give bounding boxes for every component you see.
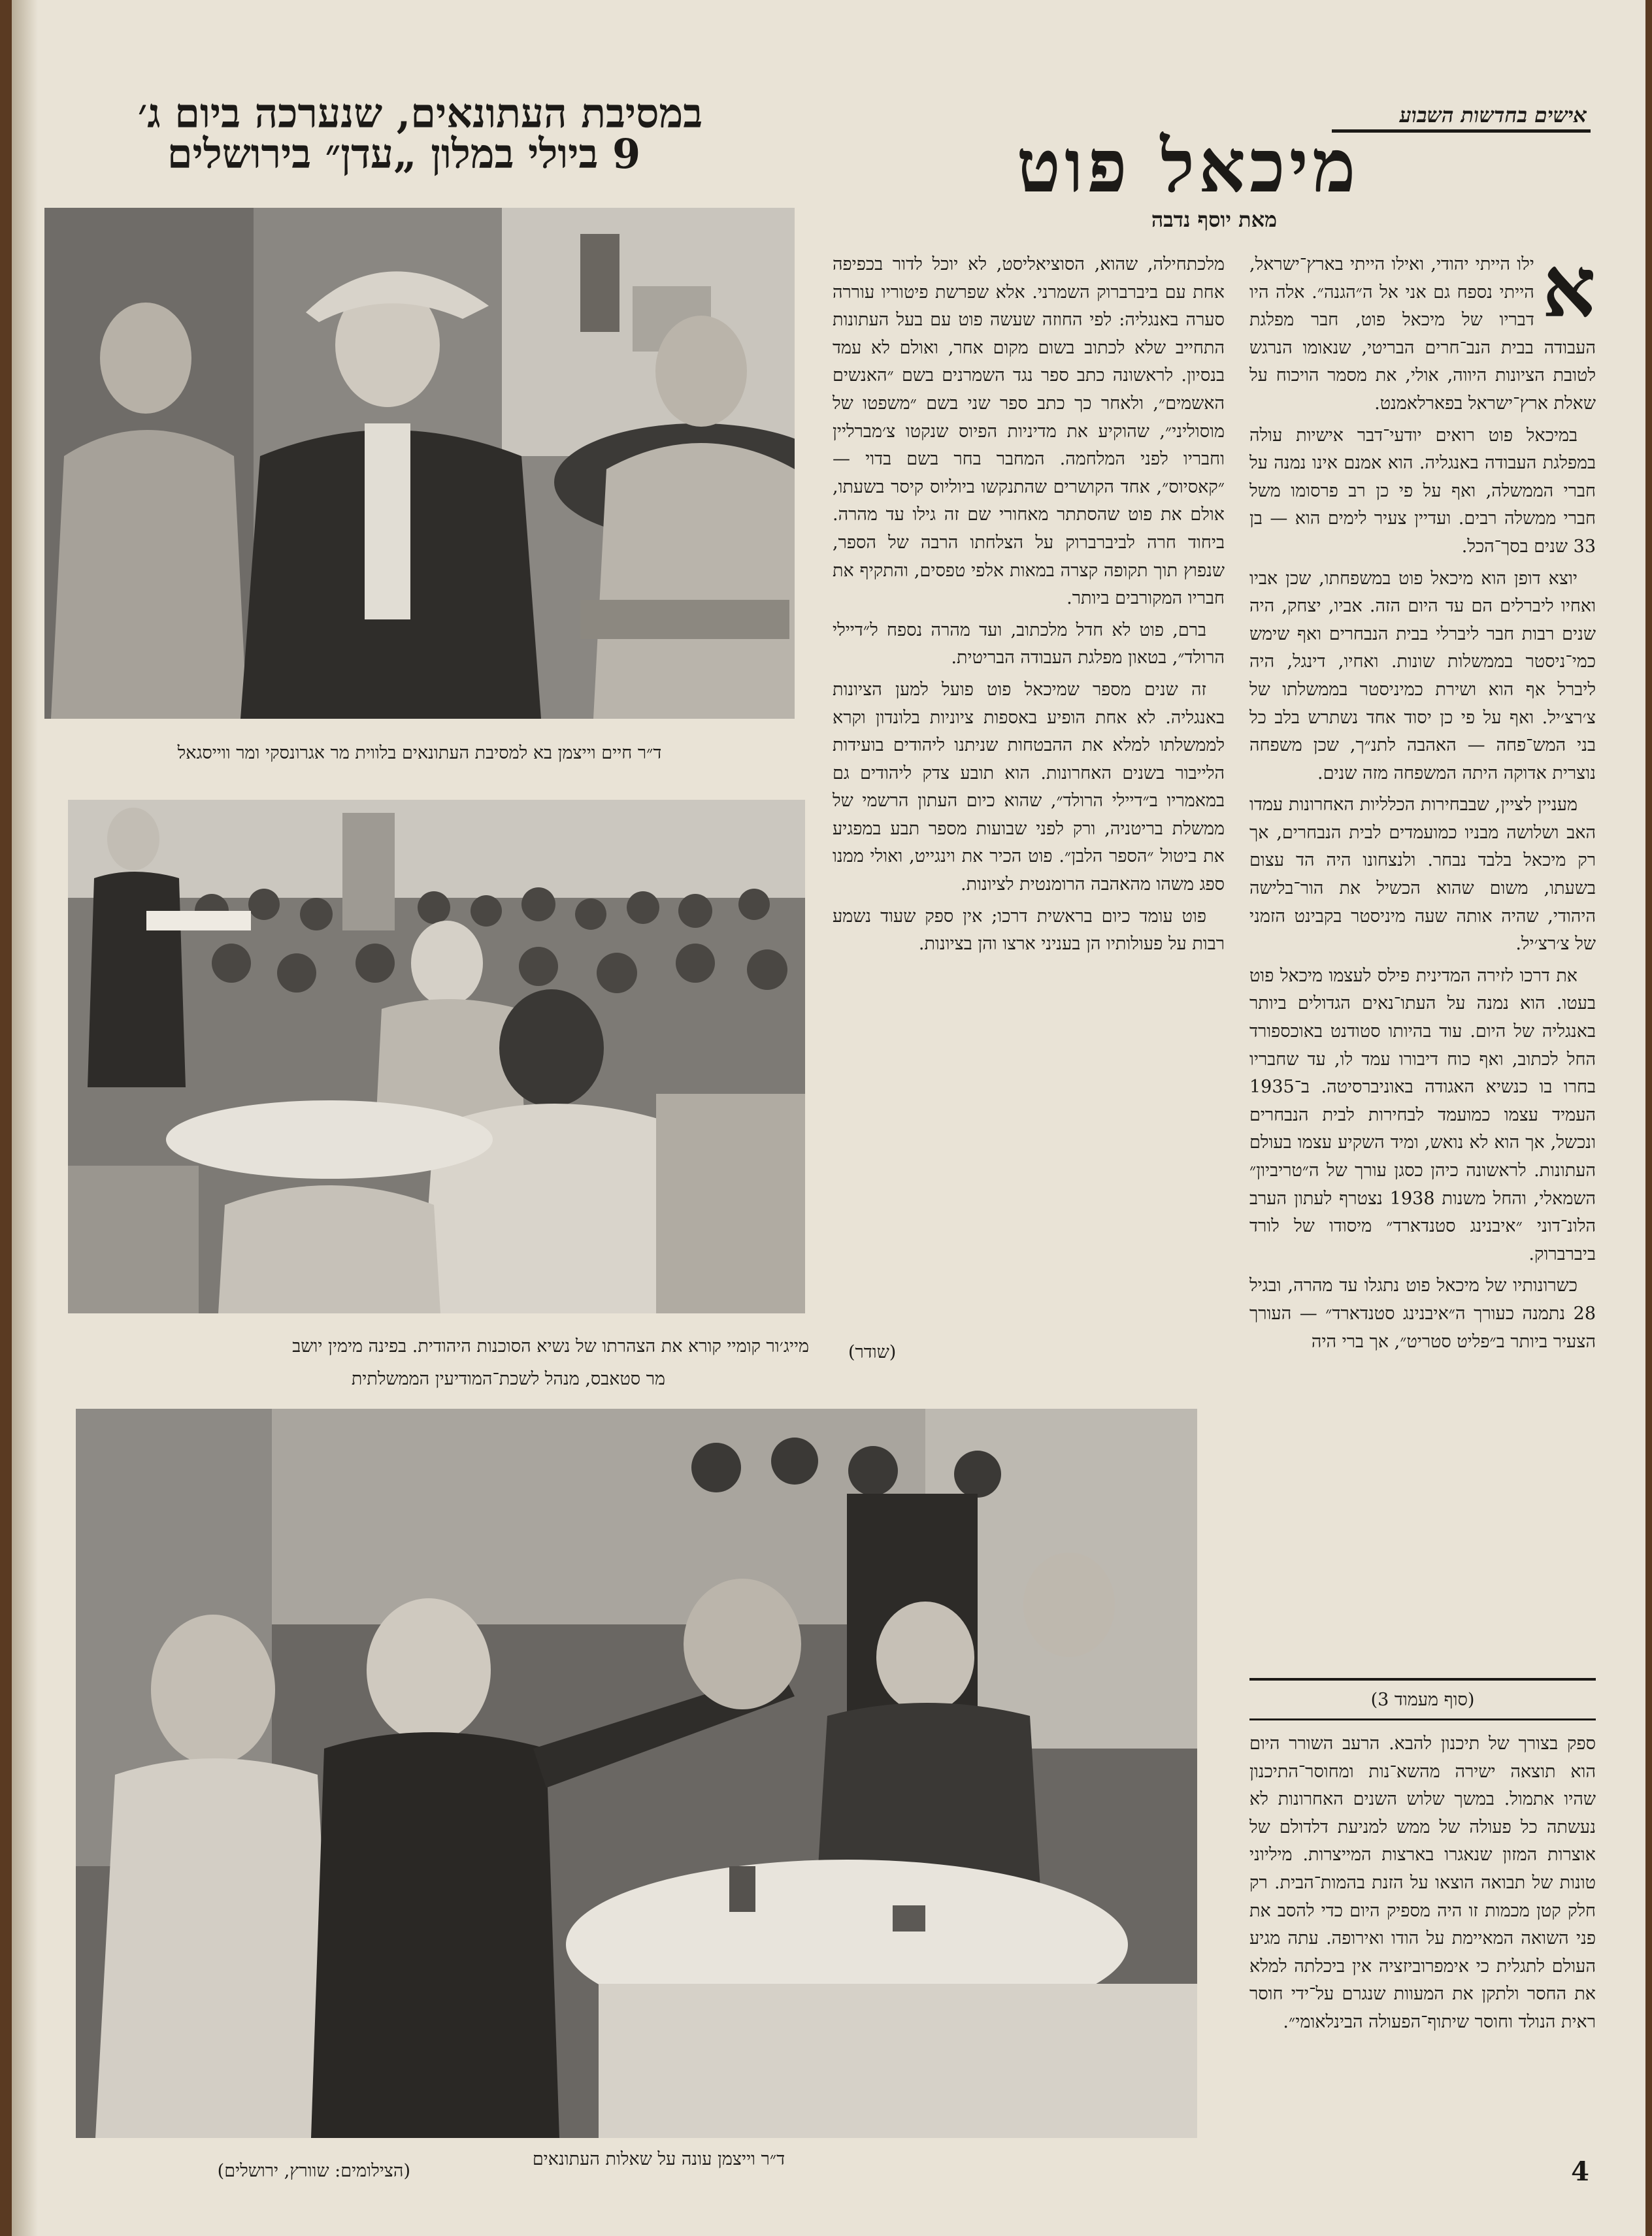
photo-feature-headline-2: 9 ביולי במלון „עדן״ בירושלים <box>167 130 641 178</box>
photo-caption-3: ד״ר וייצמן עונה על שאלות העתונאים <box>532 2149 785 2169</box>
article-paragraph: את דרכו לזירה המדינית פילס לעצמו מיכאל פוט בעטו. הוא נמנה על העתו־נאים הגדולים ביותר באנגליה של היום. עוד בהיותו סטודנט באוכספורד החל לכתוב, ואף כוח דיבורו עמד לו, עד שחבריו בחרו בו כנשיא האגודה באוניברסיטה. ב־1935 העמיד עצמו כמועמד לבחירות לבית הנבחרים ונכשל, אך הוא לא נואש, ומיד השקיע עצמו בעולם העתונות. לראשונה כיהן כסגן עורך של ה״טריביון״ השמאלי, והחל משנות 1938 נצטרף לעתון הערב הלונ־דוני ״איבנינג סטנדארד״ מיסודו של לורד ביברברוק. <box>1249 965 1596 1264</box>
article-paragraph: זה שנים מספר שמיכאל פוט פועל למען הציונות באנגליה. לא אחת הופיע באספות ציוניות בלונדון וקרא לממשלתו למלא את ההבטחות שניתנו ליהודים בועידות הלייבור בשנים האחרונות. הוא תובע צדק ליהודים גם במאמריו ב״דיילי הרולד״, שהוא כיום העתון הרשמי של ממשלת בריטניה, ורק לפני שבועות מספר תבע במפגיע את ביטול ״הספר הלבן״. פוט הכיר את וינגייט, ואולי ממנו ספג משהו מהאהבה הרומנטית לציונות. <box>833 679 1225 895</box>
article-signature: (שודר) <box>848 1342 897 1362</box>
article-paragraph: יוצא דופן הוא מיכאל פוט במשפחתו, שכן אביו ואחיו ליברלים הם עד היום הזה. אביו, יצחק, היה שנים רבות חבר ליברלי בבית הנבחרים ואף שימש כמי־ניסטר בממשלות שונות. ואחיו, דינגל, היה ליברל אף הוא ושירת כמיניסטר בממשלתו של צ׳רצ׳יל. ואף על פי כן יסוד אחד נשתרש בלב כל בני המש־פחה — האהבה לתנ״ך, שכן משפחה נוצרית אדוקה היתה המשפחה מזה שנים. <box>1249 568 1596 783</box>
section-label: אישים בחדשות השבוע <box>1399 103 1587 127</box>
article-paragraph: מלכתחילה, שהוא, הסוציאליסט, לא יוכל לדור בכפיפה אחת עם ביברברוק השמרני. אלא שפרשת פיטוריו עוררה סערה באנגליה: לפי החוזה שעשה פוט עם בעל העתונות התחייב שלא לכתוב בשום מקום אחר, ואולם לא עמד בנסיון. לראשונה כתב ספר נגד השמרנים בשם ״האנשים האשמים״, ולאחר כך כתב ספר שני בשם ״משפטו של מוסוליני״, שהוקיע את מדיניות הפיוס שנקטו צ׳מברליין וחבריו לפני המלחמה. המחבר בחר בשם בדוי — ״קאסיוס״, אחד הקושרים שהתנקשו ביוליוס קיסר בשעתו, אולם את פוט שהסתתר מאחורי שם זה גילו עד מהרה. ביחוד חרה לביברברוק על הצלחתו הרבה של הספר, שנפוץ תוך תקופה קצרה במאות אלפי טפסים, והתקיף את חבריו המקורבים ביותר. <box>833 254 1225 609</box>
magazine-page <box>12 0 1645 2236</box>
article-lead-text: ילו הייתי יהודי, ואילו הייתי בארץ־ישראל, הייתי נספח גם אני אל ה״הגנה״. אלה היו דבריו של מיכאל פוט, חבר מפלגת העבודה בבית הנב־חרים הבריטי, שנאומו הנרגש לטובת הציונות היווה, אולי, את מסמר הויכוח על שאלת ארץ־ישראל בפארלאמנט. <box>1249 254 1596 414</box>
photo-weizmann-arrival <box>44 208 795 719</box>
drop-cap: א <box>1542 238 1596 337</box>
article-paragraph: מעניין לציין, שבבחירות הכלליות האחרונות עמדו האב ושלושה מבניו כמועמדים לבית הנבחרים, אך רק מיכאל בלבד נבחר. ולנצחונו היה הד עצום בשעתו, משום שהוא הכשיל את הור־בלישה היהודי, שהיה אותה שעה מיניסטר בקבינט הזמני של צ׳רצ׳יל. <box>1249 795 1596 955</box>
photo-feature-headline-1: במסיבת העתונאים, שנערכה ביום ג׳ <box>137 90 703 137</box>
article-column-2 <box>833 251 1225 1362</box>
article-byline: מאת יוסף נדבה <box>1151 207 1278 232</box>
photo-caption-2-line-2: מר סטאבס, מנהל לשכת־המודיעין הממשלתית <box>351 1369 665 1389</box>
photo-press-conference-hall <box>68 800 805 1313</box>
photo-weizmann-answering <box>76 1409 1197 2138</box>
page-fold-shadow <box>12 0 38 2236</box>
continuation-label: (סוף מעמוד 3) <box>1370 1690 1475 1710</box>
photo-caption-2-line-1: מייג׳ור קומיי קורא את הצהרתו של נשיא הסוכנות היהודית. בפינה מימין יושב <box>292 1336 809 1356</box>
photo-caption-1: ד״ר חיים וייצמן בא למסיבת העתונאים בלווית מר אגרונסקי ומר ווייסגאל <box>177 743 662 763</box>
article-column-1 <box>1249 238 1596 1662</box>
continuation-rule-top <box>1249 1678 1596 1681</box>
article-title: מיכאל פוט <box>1016 123 1360 209</box>
continuation-rule-bottom <box>1249 1718 1596 1720</box>
article-paragraph: במיכאל פוט רואים יודעי־דבר אישיות עולה במפלגת העבודה באנגליה. הוא אמנם אינו נמנה על חברי הממשלה, ואף על פי כן רב פרסומו משל חברי ממשלה רבים. ועדיין צעיר לימים הוא — בן 33 שנים בסך־הכל. <box>1249 425 1596 557</box>
page-number: 4 <box>1571 2156 1589 2187</box>
article-paragraph: פוט עומד כיום בראשית דרכו; אין ספק שעוד נשמע רבות על פעולותיו הן בעניני ארצו והן בציונות. <box>833 906 1225 955</box>
article-paragraph: ברם, פוט לא חדל מלכתוב, ועד מהרה נספח ל״דיילי הרולד״, בטאון מפלגת העבודה הבריטית. <box>833 619 1225 668</box>
article-paragraph: כשרונותיו של מיכאל פוט נתגלו עד מהרה, ובגיל 28 נתמנה כעורך ה״איבנינג סטנדארד״ — העורך הצעיר ביותר ב״פליט סטריט״, אך ברי היה <box>1249 1275 1596 1352</box>
article-paragraph-lead <box>1249 238 1596 418</box>
photo-credit: (הצילומים: שוורץ, ירושלים) <box>217 2161 410 2181</box>
continuation-paragraph: ספק בצורך של תיכנון להבא. הרעב השורר היום הוא תוצאה ישירה מהשא־נות ומחוסר־התיכנון שהיו אתמול. במשך שלוש השנים האחרונות לא נעשתה כל פעולה של ממש למניעת דלדולם של אוצרות המזון שנאגרו בארצות המייצרות. מיליוני טונות של תבואה הוצאו על הזנת בהמות־הבית. רק חלק קטן מכמות זו היה מספיק היום כדי להסב את פני השואה המאיימת על הודו ואירופה. עתה מגיע העולם לתגלית כי אימפרוביזציה אין ביכלתה למלא את החסר ולתקן את המעוות שנגרם על־ידי חוסר ראית הנולד וחוסר שיתוף־הפעולה הבינלאומי״. <box>1249 1734 1596 2032</box>
continuation-text <box>1249 1730 1596 2201</box>
